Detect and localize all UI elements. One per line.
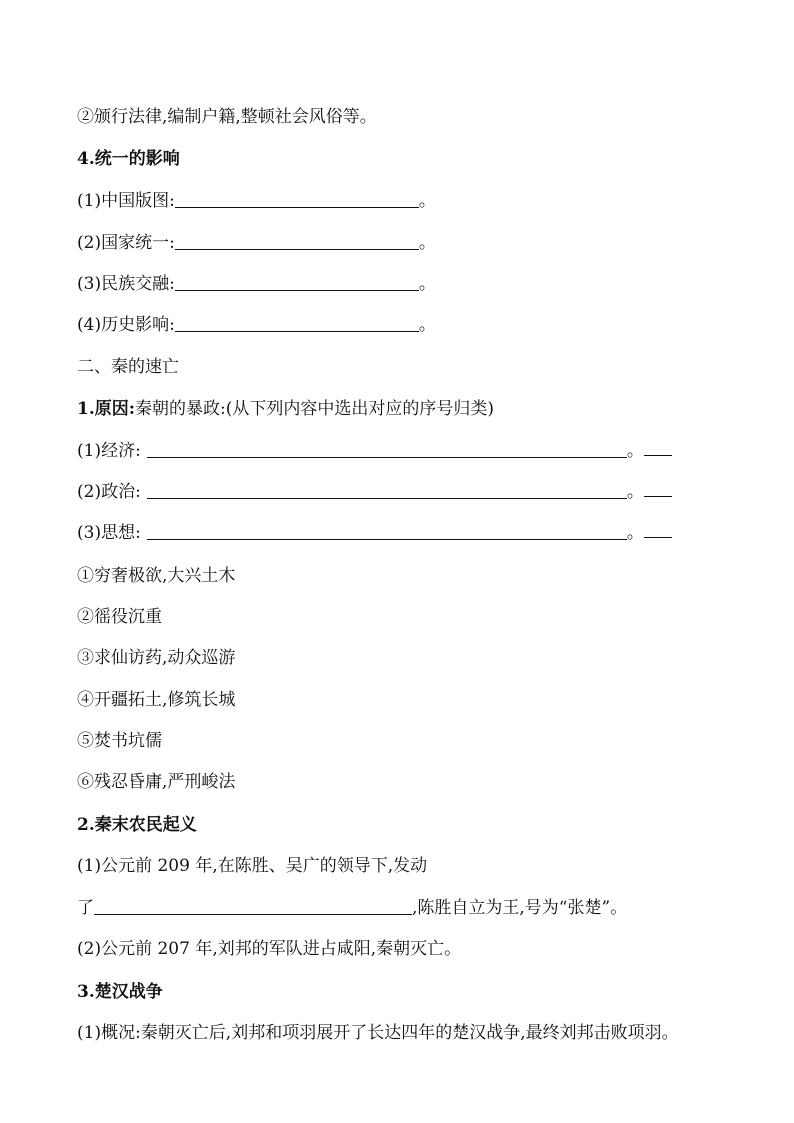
answer-blank[interactable] [175, 191, 419, 208]
fill-item [77, 314, 436, 336]
text-end: ,陈胜自立为王,号为“张楚”。 [412, 898, 628, 918]
text-start: 了 [77, 898, 94, 918]
section-heading: 4.统一的影响 [77, 149, 180, 169]
fill-item [77, 522, 672, 544]
answer-blank[interactable] [147, 482, 627, 499]
option-item: ①穷奢极欲,大兴土木 [77, 566, 236, 586]
period: 。 [418, 191, 436, 211]
item-label: (1)经济: [77, 441, 141, 461]
option-item: ⑥残忍昏庸,严刑峻法 [77, 772, 236, 792]
period: 。 [418, 315, 436, 335]
text-line: (1)概况:秦朝灭亡后,刘邦和项羽展开了长达四年的楚汉战争,最终刘邦击败项羽。 [77, 1023, 679, 1043]
text-line: (2)公元前 207 年,刘邦的军队进占咸阳,秦朝灭亡。 [77, 939, 462, 959]
option-item: ⑤焚书坑儒 [77, 731, 162, 751]
period: 。 [418, 274, 436, 294]
heading-text: 秦朝的暴政:(从下列内容中选出对应的序号归类) [135, 399, 495, 419]
heading-label: 1.原因: [77, 399, 136, 419]
answer-blank[interactable] [175, 315, 419, 332]
answer-blank[interactable] [175, 274, 419, 291]
section-heading: 2.秦末农民起义 [77, 815, 197, 835]
period: 。 [626, 523, 644, 543]
answer-blank[interactable] [94, 898, 412, 915]
item-label: (1)中国版图: [77, 191, 175, 211]
item-label: (3)民族交融: [77, 274, 175, 294]
item-label: (3)思想: [77, 523, 141, 543]
fill-item [77, 232, 436, 254]
fill-item [77, 897, 627, 919]
answer-blank[interactable] [175, 233, 419, 250]
fill-item [77, 190, 436, 212]
section-heading: 3.楚汉战争 [77, 982, 163, 1002]
text-line: ②颁行法律,编制户籍,整顿社会风俗等。 [77, 107, 377, 127]
underline-tail [644, 496, 672, 497]
fill-item [77, 273, 436, 295]
period: 。 [626, 482, 644, 502]
fill-item [77, 481, 672, 503]
underline-tail [644, 537, 672, 538]
fill-item [77, 440, 672, 462]
answer-blank[interactable] [147, 441, 627, 458]
text-line: (1)公元前 209 年,在陈胜、吴广的领导下,发动 [77, 856, 428, 876]
period: 。 [626, 441, 644, 461]
underline-tail [644, 455, 672, 456]
option-item: ②徭役沉重 [77, 607, 162, 627]
option-item: ③求仙访药,动众巡游 [77, 648, 236, 668]
cause-heading [77, 398, 494, 420]
item-label: (2)政治: [77, 482, 141, 502]
section-title: 二、秦的速亡 [77, 357, 179, 377]
answer-blank[interactable] [147, 523, 627, 540]
item-label: (4)历史影响: [77, 315, 175, 335]
item-label: (2)国家统一: [77, 233, 175, 253]
option-item: ④开疆拓土,修筑长城 [77, 690, 236, 710]
period: 。 [418, 233, 436, 253]
